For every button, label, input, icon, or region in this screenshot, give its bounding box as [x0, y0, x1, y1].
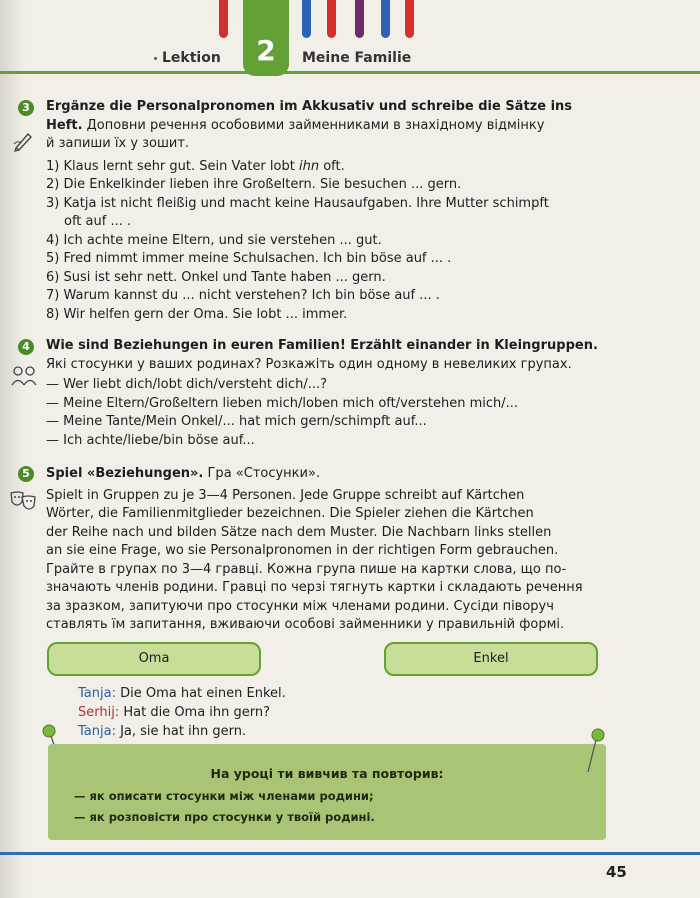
- color-bar: [327, 0, 336, 38]
- exercise-5-title-ua: Гра «Стосунки».: [203, 466, 321, 481]
- exercise-5-text: an sie eine Frage, wo sie Personalpronomen in der richtigen Form gebrauchen.: [46, 543, 559, 558]
- summary-title: На уроці ти вивчив та повторив:: [210, 766, 444, 781]
- summary-item: — як описати стосунки між членами родини;: [74, 789, 374, 803]
- exercise-3: [46, 98, 686, 324]
- dialogue-line: — Wer liebt dich/lobt dich/versteht dich/...?: [46, 377, 328, 392]
- example-dialogue: [78, 684, 286, 741]
- right-pin-icon: [580, 726, 610, 776]
- color-bar: [405, 0, 414, 38]
- speaker-line: Hat die Oma ihn gern?: [119, 705, 271, 720]
- speaker-name: Tanja:: [78, 686, 116, 701]
- exercise-5-text: значають членів родини. Гравці по черзі тягнуть картки і складають речення: [46, 580, 583, 595]
- exercise-5-text: Wörter, die Familienmitglieder bezeichnen. Die Spieler ziehen die Kärtchen: [46, 506, 534, 521]
- lesson-number: 2: [256, 34, 276, 67]
- dialogue-line: — Meine Eltern/Großeltern lieben mich/loben mich oft/verstehen mich/...: [46, 395, 519, 411]
- exercise-4-title-de: Wie sind Beziehungen in euren Familien! Erzählt einander in Kleingruppen.: [46, 338, 598, 353]
- exercise-item: 8) Wir helfen gern der Oma. Sie lobt ... immer.: [46, 306, 348, 322]
- speaker-line: Die Oma hat einen Enkel.: [115, 686, 286, 701]
- page-number: 45: [606, 863, 627, 881]
- exercise-5-text: за зразком, запитуючи про стосунки між членами родини. Сусіди півoруч: [46, 598, 554, 614]
- footer-rule: [0, 852, 700, 855]
- exercise-item: 1) Klaus lernt sehr gut. Sein Vater lobt ihn oft.: [46, 158, 345, 174]
- exercise-item: 4) Ich achte meine Eltern, und sie verstehen ... gut.: [46, 232, 382, 248]
- exercise-item: 6) Susi ist sehr nett. Onkel und Tante haben ... gern.: [46, 269, 386, 285]
- exercise-4: [46, 337, 686, 450]
- lesson-tab: [243, 0, 289, 76]
- exercise-5-text: der Reihe nach und bilden Sätze nach dem Muster. Die Nachbarn links stellen: [46, 524, 552, 540]
- word-card-enkel: Enkel: [384, 642, 598, 676]
- exercise-5-title-de: Spiel «Beziehungen».: [46, 466, 204, 481]
- exercise-3-title-de-2: Heft.: [46, 117, 83, 133]
- exercise-3-number: 3: [18, 100, 34, 116]
- exercise-item: 5) Fred nimmt immer meine Schulsachen. Ich bin böse auf ... .: [46, 251, 452, 266]
- chapter-title: Meine Familie: [302, 50, 412, 66]
- exercise-5-text: Грайте в групах по 3—4 гравці. Кожна група пише на картки слова, що по-: [46, 561, 567, 577]
- word-card-oma: Oma: [47, 642, 261, 676]
- lesson-summary-box: [48, 744, 606, 840]
- exercise-5: [46, 465, 686, 635]
- dialogue-line: — Meine Tante/Mein Onkel/... hat mich gern/schimpft auf...: [46, 414, 427, 429]
- dialogue-line: — Ich achte/liebe/bin böse auf...: [46, 432, 255, 448]
- color-bar: [381, 0, 390, 38]
- exercise-3-title-de: Ergänze die Personalpronomen im Akkusativ und schreibe die Sätze ins: [46, 99, 573, 114]
- exercise-item: 3) Katja ist nicht fleißig und macht keine Hausaufgaben. Ihre Mutter schimpft: [46, 195, 549, 211]
- exercise-5-text: Spielt in Gruppen zu je 3—4 Personen. Jede Gruppe schreibt auf Kärtchen: [46, 487, 525, 503]
- header-rule: [0, 71, 700, 74]
- exercise-4-title-ua: Які стосунки у ваших родинах? Розкажіть один одному в невеликих групах.: [46, 356, 572, 372]
- color-bar: [302, 0, 311, 38]
- header-dot: [154, 57, 157, 60]
- theater-masks-icon: [9, 490, 37, 512]
- exercise-5-text: ставлять їм запитання, вживаючи особові займенники у правильній формі.: [46, 617, 565, 632]
- color-bar: [219, 0, 228, 38]
- group-talk-icon: [10, 364, 38, 388]
- exercise-3-title-ua: Доповни речення особовими займенниками в знахідному відмінку: [82, 117, 545, 133]
- summary-item: — як розповісти про стосунки у твоїй родині.: [74, 810, 375, 824]
- pencil-writing-icon: [12, 128, 36, 152]
- speaker-name: Serhij:: [78, 705, 120, 720]
- exercise-3-title-ua-2: й запиши їх у зошит.: [46, 136, 190, 151]
- section-label: Lektion: [162, 50, 221, 66]
- speaker-line: Ja, sie hat ihn gern.: [115, 724, 247, 739]
- exercise-5-number: 5: [18, 466, 34, 482]
- exercise-item: 7) Warum kannst du ... nicht verstehen? Ich bin böse auf ... .: [46, 288, 440, 303]
- speaker-name: Tanja:: [78, 724, 116, 739]
- exercise-item: 2) Die Enkelkinder lieben ihre Großeltern. Sie besuchen ... gern.: [46, 177, 462, 192]
- color-bar: [355, 0, 364, 38]
- exercise-item-continuation: oft auf ... .: [64, 214, 132, 229]
- exercise-4-number: 4: [18, 339, 34, 355]
